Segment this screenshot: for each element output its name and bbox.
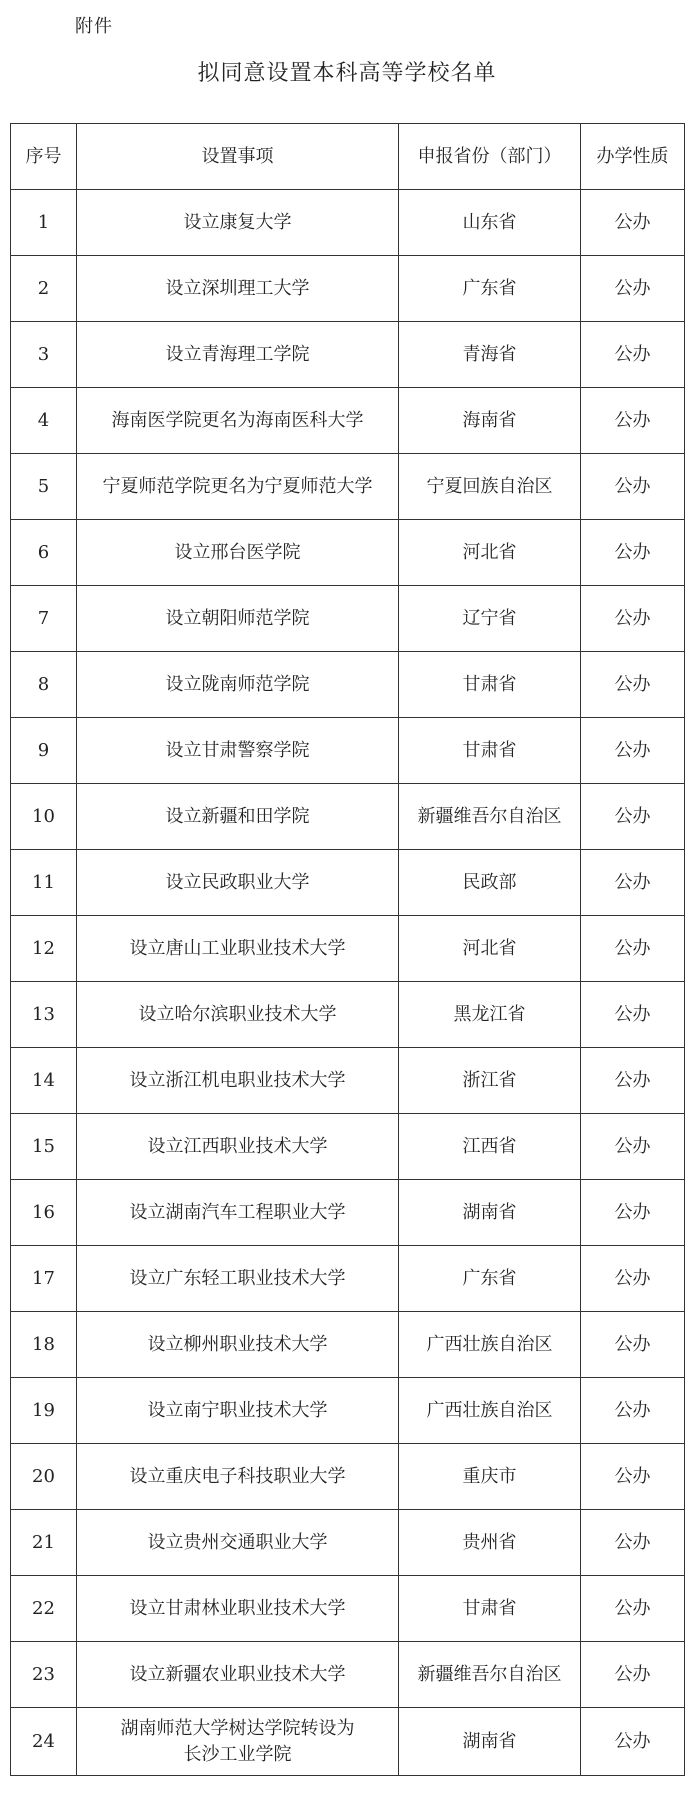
row-nature: 公办	[581, 1510, 685, 1576]
table-row	[11, 1312, 685, 1378]
document-title: 拟同意设置本科高等学校名单	[197, 61, 497, 86]
table-row	[11, 982, 685, 1048]
row-nature: 公办	[581, 256, 685, 322]
row-province: 浙江省	[399, 1048, 581, 1114]
table-row	[11, 1576, 685, 1642]
table-row	[11, 454, 685, 520]
row-province: 甘肃省	[399, 718, 581, 784]
row-nature: 公办	[581, 1114, 685, 1180]
row-number: 20	[11, 1444, 77, 1510]
row-item: 设立湖南汽车工程职业大学	[77, 1180, 399, 1246]
row-item: 设立甘肃林业职业技术大学	[77, 1576, 399, 1642]
table-row	[11, 916, 685, 982]
row-number: 16	[11, 1180, 77, 1246]
table-row	[11, 322, 685, 388]
row-item: 宁夏师范学院更名为宁夏师范大学	[77, 454, 399, 520]
row-item-line: 长沙工业学院	[183, 1743, 292, 1765]
row-province: 广西壮族自治区	[399, 1312, 581, 1378]
row-nature: 公办	[581, 1708, 685, 1776]
table-row	[11, 1114, 685, 1180]
row-nature: 公办	[581, 190, 685, 256]
table-row	[11, 1180, 685, 1246]
row-number: 11	[11, 850, 77, 916]
row-nature: 公办	[581, 1378, 685, 1444]
row-province: 宁夏回族自治区	[399, 454, 581, 520]
row-number: 21	[11, 1510, 77, 1576]
row-province: 新疆维吾尔自治区	[399, 1642, 581, 1708]
row-nature: 公办	[581, 322, 685, 388]
row-item: 海南医学院更名为海南医科大学	[77, 388, 399, 454]
row-number: 1	[11, 190, 77, 256]
row-number: 3	[11, 322, 77, 388]
row-number: 8	[11, 652, 77, 718]
row-province: 湖南省	[399, 1180, 581, 1246]
table-row	[11, 520, 685, 586]
row-item: 设立哈尔滨职业技术大学	[77, 982, 399, 1048]
school-list-table	[10, 123, 685, 1776]
table-body	[11, 190, 685, 1776]
row-nature: 公办	[581, 1246, 685, 1312]
row-item: 设立贵州交通职业大学	[77, 1510, 399, 1576]
row-province: 重庆市	[399, 1444, 581, 1510]
row-item: 设立新疆农业职业技术大学	[77, 1642, 399, 1708]
row-item: 设立邢台医学院	[77, 520, 399, 586]
row-number: 4	[11, 388, 77, 454]
row-item	[77, 1708, 399, 1776]
column-header-item: 设置事项	[77, 124, 399, 190]
row-province: 黑龙江省	[399, 982, 581, 1048]
row-number: 7	[11, 586, 77, 652]
column-header-province: 申报省份（部门）	[399, 124, 581, 190]
row-province: 河北省	[399, 916, 581, 982]
row-province: 海南省	[399, 388, 581, 454]
table-row	[11, 190, 685, 256]
row-province: 甘肃省	[399, 652, 581, 718]
row-province: 民政部	[399, 850, 581, 916]
row-number: 6	[11, 520, 77, 586]
row-number: 22	[11, 1576, 77, 1642]
row-item: 设立民政职业大学	[77, 850, 399, 916]
row-province: 江西省	[399, 1114, 581, 1180]
row-nature: 公办	[581, 1576, 685, 1642]
row-nature: 公办	[581, 520, 685, 586]
table-row	[11, 1510, 685, 1576]
row-item: 设立深圳理工大学	[77, 256, 399, 322]
attachment-label: 附件	[75, 16, 113, 37]
row-item: 设立江西职业技术大学	[77, 1114, 399, 1180]
column-header-number: 序号	[11, 124, 77, 190]
row-item: 设立广东轻工职业技术大学	[77, 1246, 399, 1312]
table-row	[11, 1708, 685, 1776]
table-row	[11, 256, 685, 322]
row-province: 广东省	[399, 256, 581, 322]
row-province: 广东省	[399, 1246, 581, 1312]
row-number: 10	[11, 784, 77, 850]
row-number: 24	[11, 1708, 77, 1776]
row-number: 12	[11, 916, 77, 982]
row-number: 18	[11, 1312, 77, 1378]
row-nature: 公办	[581, 652, 685, 718]
row-number: 9	[11, 718, 77, 784]
row-nature: 公办	[581, 982, 685, 1048]
table-header-row	[11, 124, 685, 190]
row-province: 青海省	[399, 322, 581, 388]
table-row	[11, 388, 685, 454]
row-province: 甘肃省	[399, 1576, 581, 1642]
row-nature: 公办	[581, 850, 685, 916]
table-row	[11, 586, 685, 652]
row-item: 设立甘肃警察学院	[77, 718, 399, 784]
row-nature: 公办	[581, 784, 685, 850]
row-province: 贵州省	[399, 1510, 581, 1576]
row-item: 设立柳州职业技术大学	[77, 1312, 399, 1378]
row-number: 14	[11, 1048, 77, 1114]
row-item: 设立南宁职业技术大学	[77, 1378, 399, 1444]
row-item: 设立重庆电子科技职业大学	[77, 1444, 399, 1510]
row-number: 13	[11, 982, 77, 1048]
row-province: 河北省	[399, 520, 581, 586]
row-nature: 公办	[581, 1312, 685, 1378]
table-row	[11, 1048, 685, 1114]
row-nature: 公办	[581, 1642, 685, 1708]
column-header-nature: 办学性质	[581, 124, 685, 190]
row-nature: 公办	[581, 1048, 685, 1114]
table-row	[11, 784, 685, 850]
row-number: 17	[11, 1246, 77, 1312]
table-row	[11, 1246, 685, 1312]
row-number: 2	[11, 256, 77, 322]
row-nature: 公办	[581, 454, 685, 520]
row-item: 设立康复大学	[77, 190, 399, 256]
table-row	[11, 1444, 685, 1510]
table-row	[11, 652, 685, 718]
table-row	[11, 1642, 685, 1708]
row-province: 辽宁省	[399, 586, 581, 652]
row-item: 设立浙江机电职业技术大学	[77, 1048, 399, 1114]
row-province: 广西壮族自治区	[399, 1378, 581, 1444]
row-item: 设立唐山工业职业技术大学	[77, 916, 399, 982]
row-province: 山东省	[399, 190, 581, 256]
row-nature: 公办	[581, 1444, 685, 1510]
row-number: 23	[11, 1642, 77, 1708]
table-row	[11, 1378, 685, 1444]
row-item: 设立新疆和田学院	[77, 784, 399, 850]
row-nature: 公办	[581, 388, 685, 454]
row-province: 新疆维吾尔自治区	[399, 784, 581, 850]
row-item: 设立朝阳师范学院	[77, 586, 399, 652]
row-nature: 公办	[581, 1180, 685, 1246]
row-nature: 公办	[581, 916, 685, 982]
row-item-line: 湖南师范大学树达学院转设为	[120, 1717, 355, 1739]
table-row	[11, 850, 685, 916]
row-number: 5	[11, 454, 77, 520]
row-number: 19	[11, 1378, 77, 1444]
row-item: 设立青海理工学院	[77, 322, 399, 388]
row-number: 15	[11, 1114, 77, 1180]
table-row	[11, 718, 685, 784]
row-nature: 公办	[581, 586, 685, 652]
row-nature: 公办	[581, 718, 685, 784]
row-item: 设立陇南师范学院	[77, 652, 399, 718]
row-province: 湖南省	[399, 1708, 581, 1776]
